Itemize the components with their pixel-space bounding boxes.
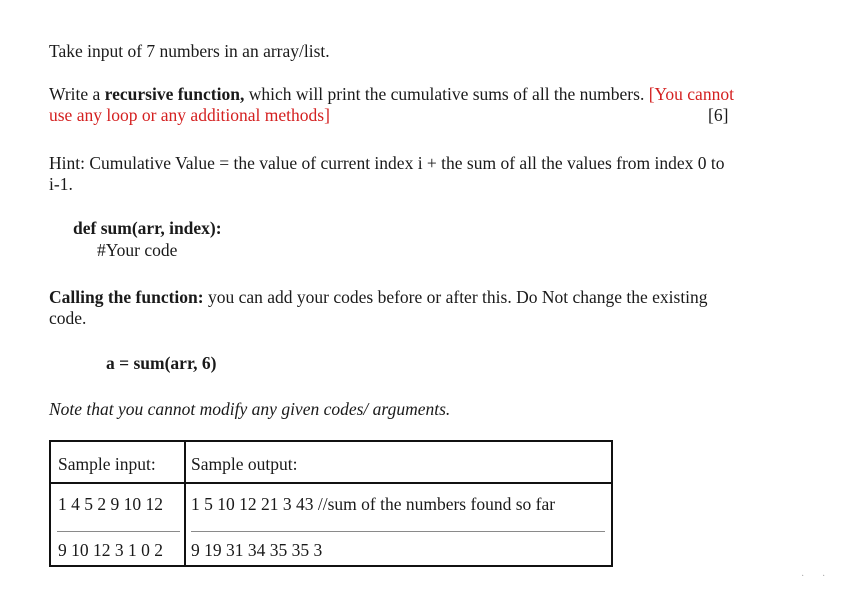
sample-table [49,440,613,567]
scan-speck: · [822,571,826,582]
calling-text-part1: you can add your codes before or after this. Do Not change the existing [203,287,708,307]
calling-label: Calling the function: [49,287,204,307]
task-line-1 [49,84,734,104]
table-row-2-input: 9 10 12 3 1 0 2 [58,540,163,560]
table-row-separator-right [191,531,605,532]
hint-line-1: Hint: Cumulative Value = the value of current index i + the sum of all the values from index 0 to [49,153,725,173]
table-header-input: Sample input: [58,454,156,474]
intro-text: Take input of 7 numbers in an array/list. [49,41,330,61]
task-prefix: Write a [49,84,105,104]
task-constraint-part2: use any loop or any additional methods] [49,105,330,125]
table-header-divider [51,482,611,484]
table-row-separator-left [57,531,180,532]
hint-line-2: i-1. [49,174,73,194]
scan-speck: · [801,571,805,582]
call-line: a = sum(arr, 6) [106,353,217,373]
table-column-divider [184,442,186,565]
code-comment: #Your code [97,240,178,260]
note-text: Note that you cannot modify any given codes/ arguments. [49,399,451,419]
task-constraint-part1: [You cannot [648,84,734,104]
table-header-output: Sample output: [191,454,298,474]
task-marks: [6] [708,105,729,125]
table-row-1-output: 1 5 10 12 21 3 43 //sum of the numbers found so far [191,494,556,514]
table-row-1-input: 1 4 5 2 9 10 12 [58,494,163,514]
calling-line-1 [49,287,708,307]
task-suffix: which will print the cumulative sums of all the numbers. [244,84,649,104]
task-bold-term: recursive function, [104,84,245,104]
code-signature: def sum(arr, index): [73,218,222,238]
table-row-2-output: 9 19 31 34 35 35 3 [191,540,323,560]
calling-line-2: code. [49,308,87,328]
